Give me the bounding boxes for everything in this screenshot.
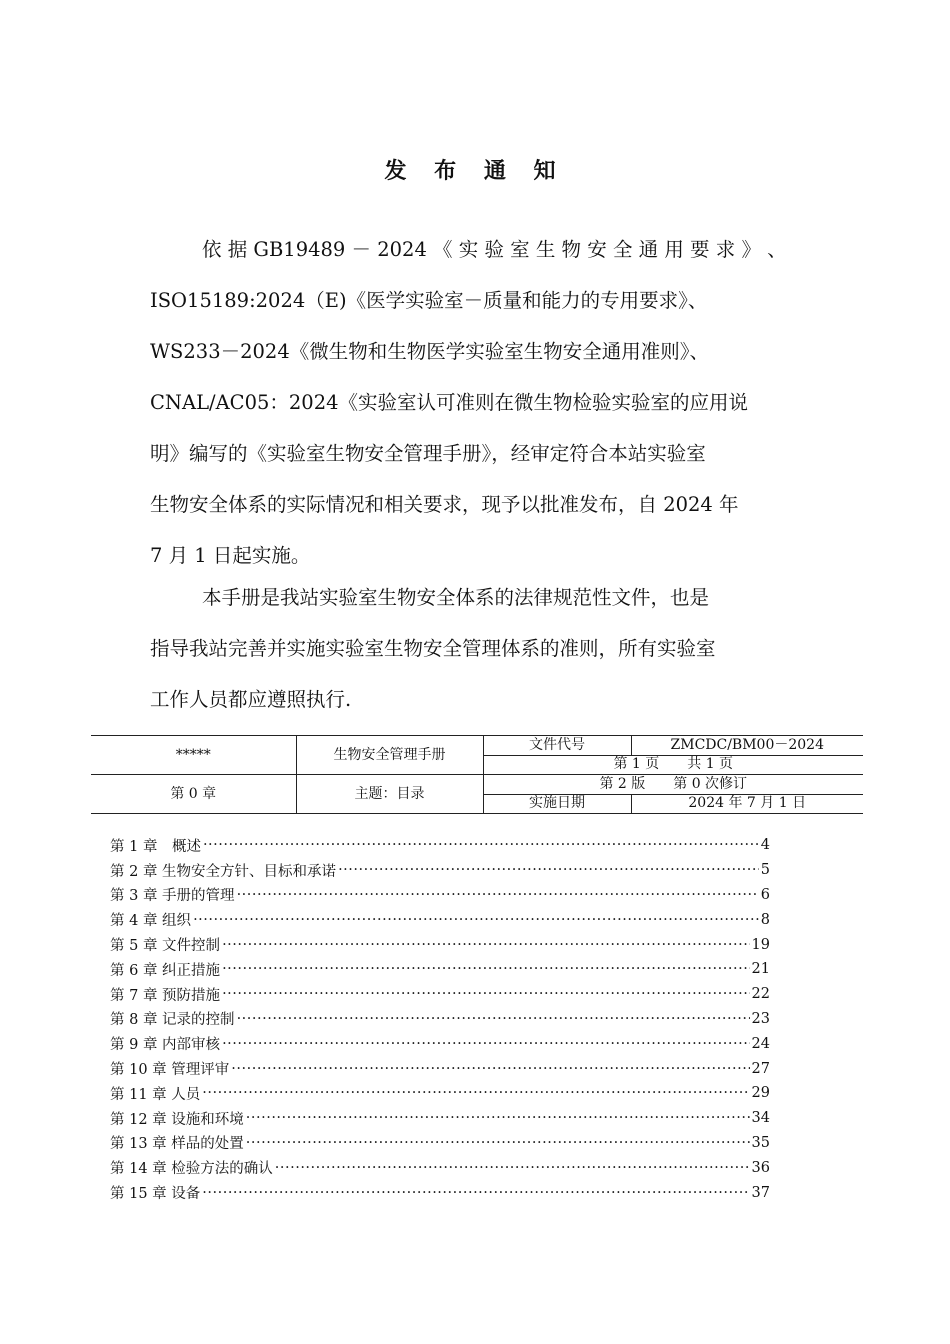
- toc-entry-page: 21: [751, 961, 770, 978]
- document-header-table: [91, 735, 863, 814]
- toc-entry[interactable]: [110, 1131, 770, 1156]
- toc-entry[interactable]: [110, 1081, 770, 1106]
- toc-entry-label: 第 5 章 文件控制: [110, 938, 221, 955]
- toc-entry-page: 19: [751, 936, 770, 953]
- manual-name-cell: 生物安全管理手册: [296, 736, 483, 775]
- impl-date-value-cell: 2024 年 7 月 1 日: [631, 794, 863, 814]
- toc-entry[interactable]: [110, 1056, 770, 1081]
- toc-entry-page: 29: [751, 1085, 770, 1102]
- paragraph-line: WS233－2024《微生物和生物医学实验室生物安全通用准则》、: [150, 340, 709, 363]
- page-info-cell: 第 1 页 共 1 页: [483, 755, 863, 775]
- paragraph-line: CNAL/AC05：2024《实验室认可准则在微生物检验实验室的应用说: [150, 391, 749, 414]
- paragraph-line: 生物安全体系的实际情况和相关要求，现予以批准发布，自 2024 年: [150, 493, 739, 516]
- toc-leader-dots: [193, 912, 759, 928]
- toc-entry-page: 4: [760, 837, 770, 854]
- toc-entry-page: 37: [751, 1184, 770, 1201]
- toc-entry[interactable]: [110, 1106, 770, 1131]
- toc-entry-label: 第 11 章 人员: [110, 1086, 201, 1103]
- toc-entry[interactable]: [110, 1180, 770, 1205]
- toc-leader-dots: [222, 1036, 749, 1052]
- toc-leader-dots: [338, 862, 759, 878]
- table-of-contents: [110, 833, 770, 1205]
- paragraph-line: 指导我站完善并实施实验室生物安全管理体系的准则，所有实验室: [150, 637, 716, 660]
- toc-entry-page: 24: [751, 1035, 770, 1052]
- paragraph-line: 明》编写的《实验室生物安全管理手册》，经审定符合本站实验室: [150, 442, 706, 465]
- toc-entry[interactable]: [110, 907, 770, 932]
- toc-entry-page: 35: [751, 1134, 770, 1151]
- toc-leader-dots: [222, 937, 749, 953]
- paragraph-line: 工作人员都应遵照执行.: [150, 688, 352, 711]
- toc-entry-label: 第 6 章 纠正措施: [110, 962, 221, 979]
- toc-entry[interactable]: [110, 1031, 770, 1056]
- toc-entry-label: 第 15 章 设备: [110, 1186, 201, 1203]
- toc-leader-dots: [246, 1135, 750, 1151]
- toc-entry-label: 第 12 章 设施和环境: [110, 1111, 244, 1128]
- toc-entry-page: 8: [760, 911, 770, 928]
- subject-cell: 主题：目录: [296, 775, 483, 814]
- toc-leader-dots: [237, 1011, 750, 1027]
- toc-entry-label: 第 10 章 管理评审: [110, 1062, 230, 1079]
- toc-entry-label: 第 4 章 组织: [110, 913, 192, 930]
- toc-entry[interactable]: [110, 883, 770, 908]
- toc-entry-page: 22: [751, 986, 770, 1003]
- impl-date-label-cell: 实施日期: [483, 794, 631, 814]
- toc-leader-dots: [202, 1185, 749, 1201]
- paragraph-line: 7 月 1 日起实施。: [150, 544, 311, 567]
- toc-leader-dots: [203, 837, 759, 853]
- notice-title: 发 布 通 知: [384, 159, 566, 184]
- toc-entry[interactable]: [110, 1155, 770, 1180]
- toc-leader-dots: [246, 1110, 750, 1126]
- toc-entry-label: 第 13 章 样品的处置: [110, 1136, 244, 1153]
- toc-leader-dots: [222, 986, 749, 1002]
- toc-leader-dots: [231, 1061, 749, 1077]
- toc-entry-label: 第 7 章 预防措施: [110, 987, 221, 1004]
- notice-paragraph-1: [150, 224, 818, 581]
- notice-paragraph-2: [150, 572, 818, 725]
- toc-entry-label: 第 3 章 手册的管理: [110, 888, 235, 905]
- toc-leader-dots: [237, 887, 759, 903]
- toc-entry[interactable]: [110, 932, 770, 957]
- org-name-cell: *****: [91, 736, 296, 775]
- toc-entry-page: 34: [751, 1110, 770, 1127]
- toc-entry-page: 27: [751, 1060, 770, 1077]
- toc-leader-dots: [275, 1160, 750, 1176]
- toc-entry[interactable]: [110, 1007, 770, 1032]
- chapter-cell: 第 0 章: [91, 775, 296, 814]
- toc-entry-label: 第 8 章 记录的控制: [110, 1012, 235, 1029]
- toc-entry[interactable]: [110, 982, 770, 1007]
- paragraph-line: 依 据 GB19489 － 2024 《 实 验 室 生 物 安 全 通 用 要 求 》 、: [202, 238, 787, 261]
- toc-entry-label: 第 2 章 生物安全方针、目标和承诺: [110, 863, 337, 880]
- toc-leader-dots: [222, 961, 749, 977]
- version-info-cell: 第 2 版 第 0 次修订: [483, 775, 863, 795]
- toc-entry-page: 23: [751, 1010, 770, 1027]
- paragraph-line: ISO15189:2024（E)《医学实验室－质量和能力的专用要求》、: [150, 289, 708, 312]
- toc-entry-page: 6: [760, 886, 770, 903]
- toc-entry-label: 第 1 章 概述: [110, 838, 201, 855]
- paragraph-line: 本手册是我站实验室生物安全体系的法律规范性文件，也是: [202, 586, 710, 609]
- toc-entry-label: 第 9 章 内部审核: [110, 1037, 221, 1054]
- toc-entry[interactable]: [110, 957, 770, 982]
- toc-entry[interactable]: [110, 858, 770, 883]
- toc-entry-page: 36: [751, 1159, 770, 1176]
- toc-leader-dots: [202, 1085, 749, 1101]
- toc-entry[interactable]: [110, 833, 770, 858]
- toc-entry-page: 5: [760, 862, 770, 879]
- doc-code-value-cell: ZMCDC/BM00－2024: [631, 736, 863, 756]
- toc-entry-label: 第 14 章 检验方法的确认: [110, 1161, 273, 1178]
- doc-code-label-cell: 文件代号: [483, 736, 631, 756]
